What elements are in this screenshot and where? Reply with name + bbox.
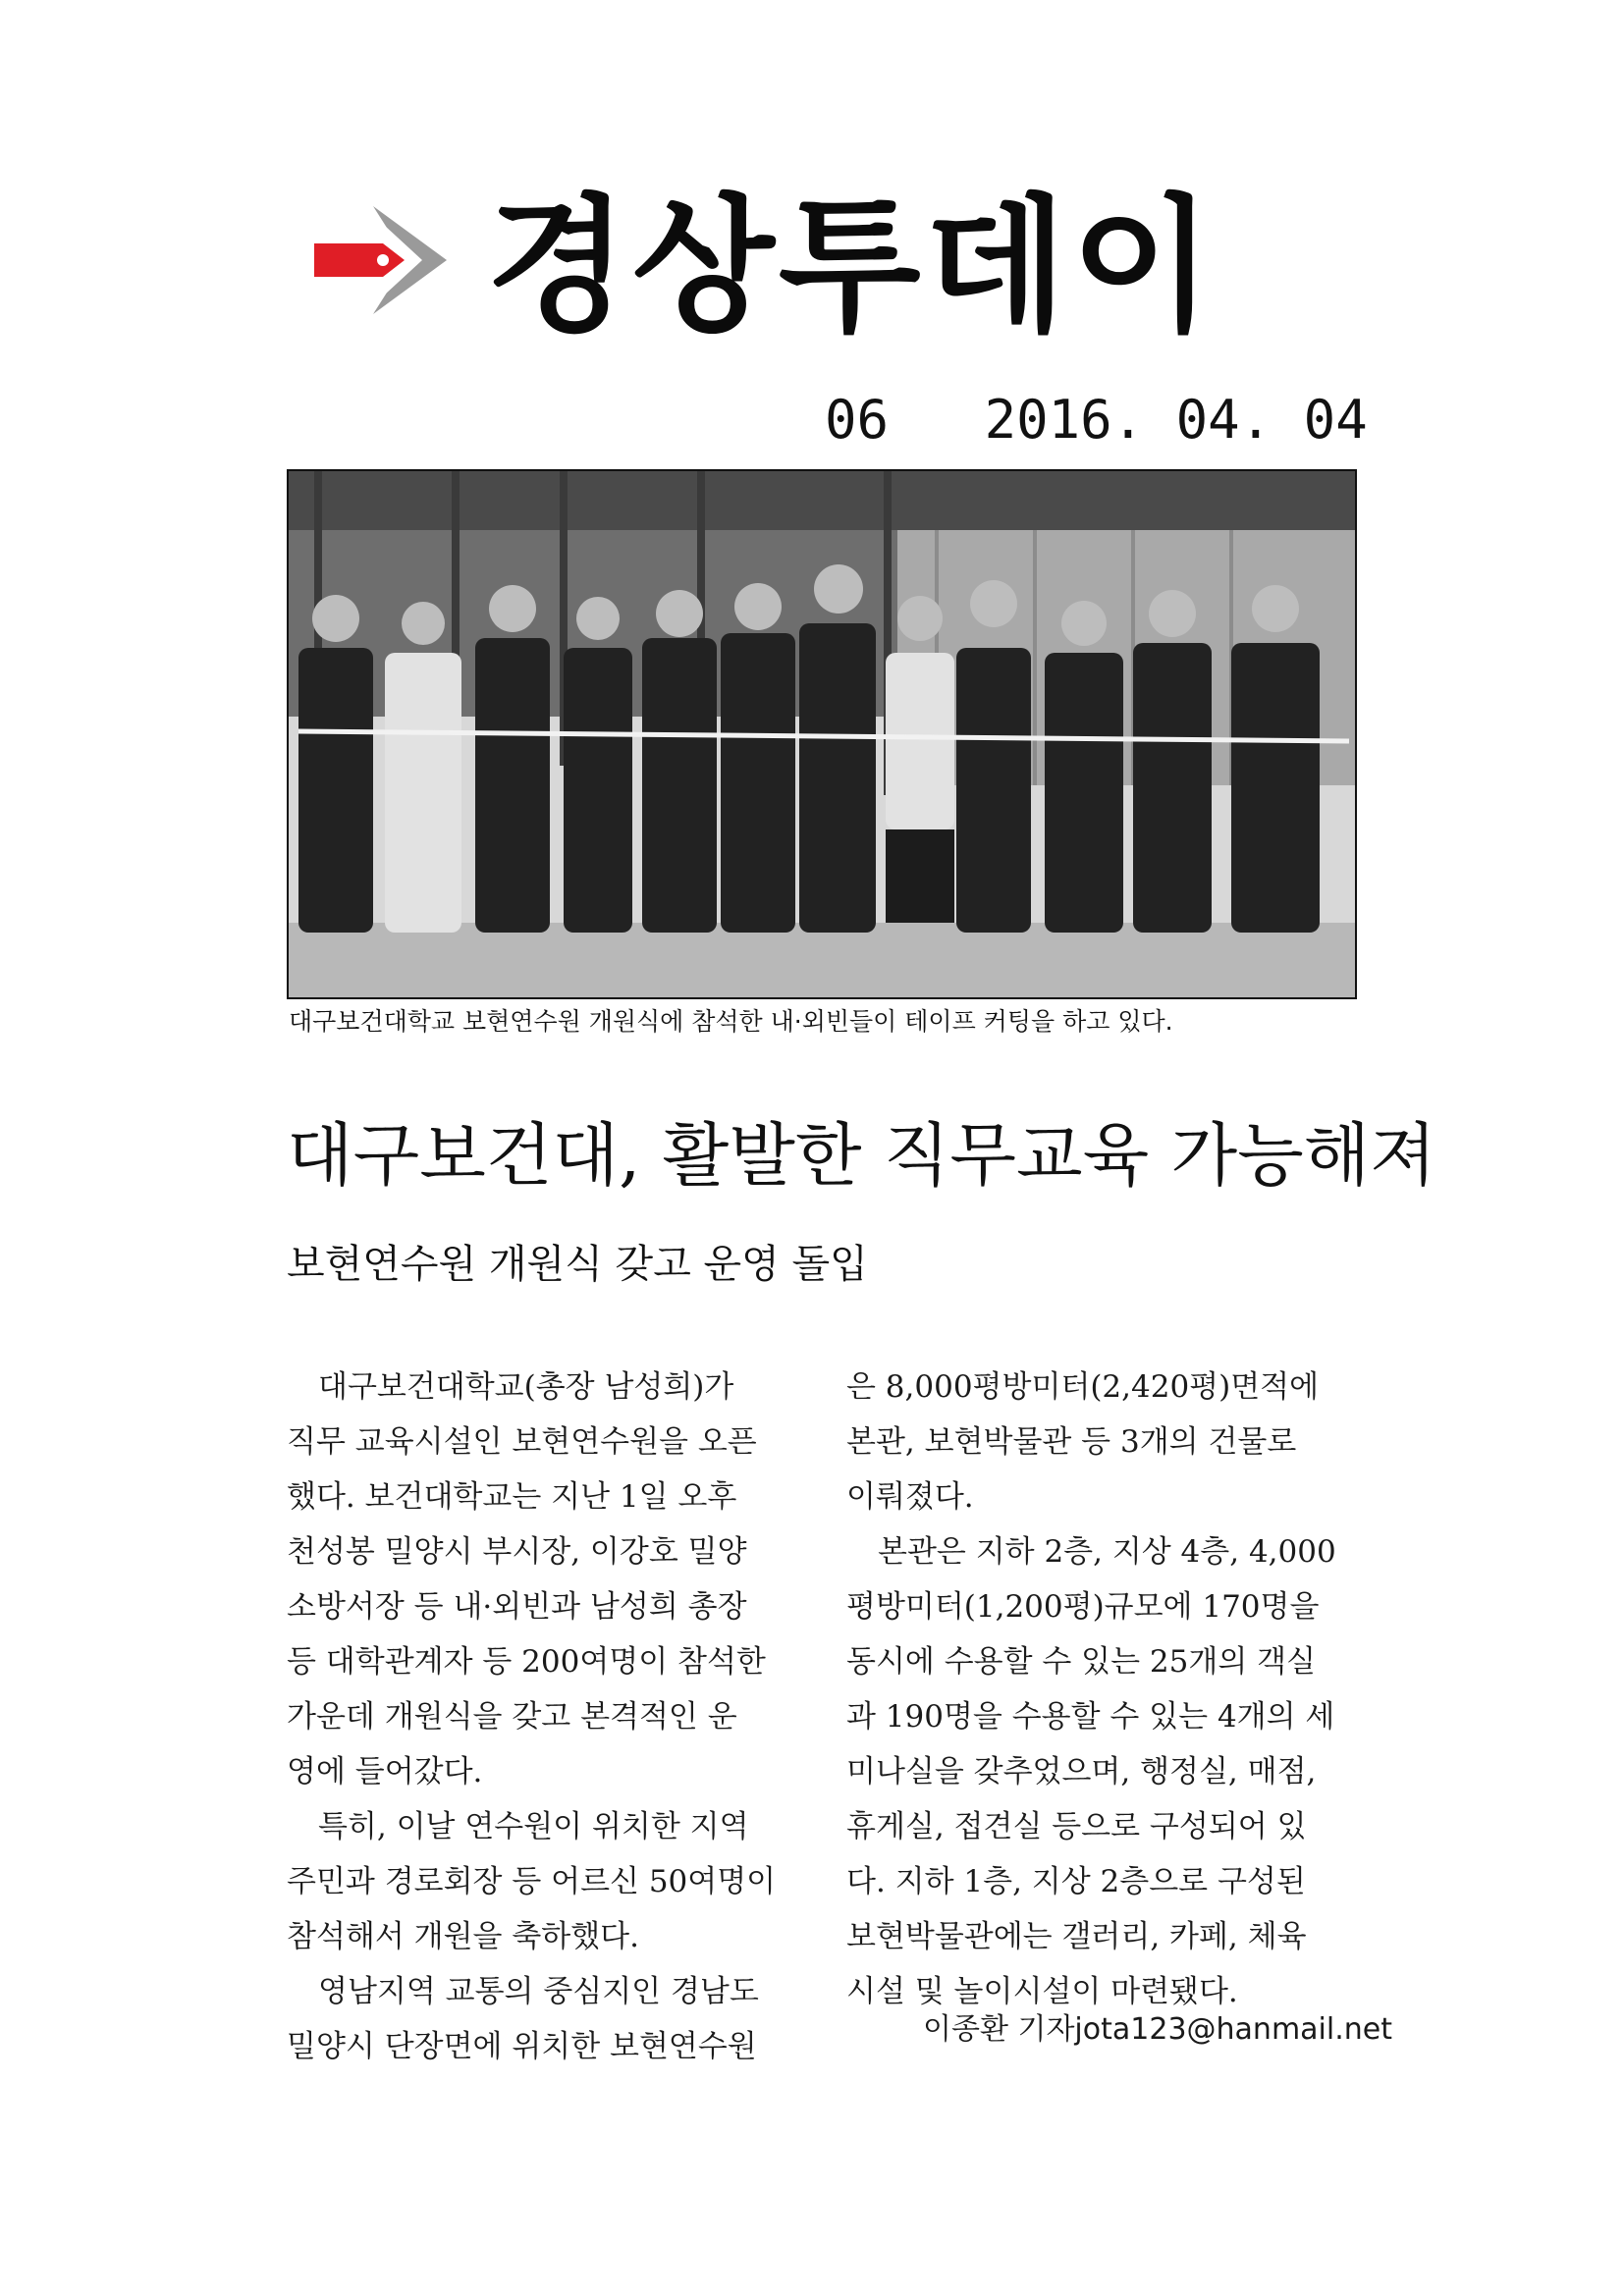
body-line: 대구보건대학교(총장 남성희)가: [318, 1369, 734, 1405]
body-line: 주민과 경로회장 등 어르신 50여명이: [287, 1864, 777, 1899]
reporter-byline: 이종환 기자jota123@hanmail.net: [923, 2012, 1392, 2047]
body-line: 천성봉 밀양시 부시장, 이강호 밀양: [287, 1534, 747, 1570]
body-line: 휴게실, 접견실 등으로 구성되어 있: [846, 1809, 1307, 1844]
body-line: 다. 지하 1층, 지상 2층으로 구성된: [846, 1864, 1306, 1899]
body-line: 했다. 보건대학교는 지난 1일 오후: [287, 1479, 737, 1515]
body-line: 소방서장 등 내·외빈과 남성희 총장: [287, 1589, 747, 1625]
body-line: 참석해서 개원을 축하했다.: [287, 1919, 639, 1954]
body-line: 미나실을 갖추었으며, 행정실, 매점,: [846, 1754, 1317, 1789]
ribbon-cutting-photo: [289, 471, 1357, 999]
article-subheadline: 보현연수원 개원식 갖고 운영 돌입: [287, 1242, 868, 1287]
body-line: 영에 들어갔다.: [287, 1754, 483, 1789]
body-line: 시설 및 놀이시설이 마련됐다.: [846, 1974, 1238, 2009]
newspaper-logo-icon: [314, 196, 452, 324]
page-number: 06: [825, 389, 890, 451]
article-photo: [287, 469, 1357, 999]
body-line: 등 대학관계자 등 200여명이 참석한: [287, 1644, 766, 1680]
article-body-left-column: [287, 1360, 797, 2074]
body-line: 보현박물관에는 갤러리, 카페, 체육: [846, 1919, 1307, 1954]
body-line: 은 8,000평방미터(2,420평)면적에: [846, 1369, 1320, 1405]
issue-date: 2016. 04. 04: [984, 389, 1368, 451]
body-line: 본관은 지하 2층, 지상 4층, 4,000: [878, 1534, 1336, 1570]
article-body-right-column: [846, 1360, 1357, 2019]
photo-caption: 대구보건대학교 보현연수원 개원식에 참석한 내·외빈들이 테이프 커팅을 하고 있다.: [289, 1007, 1173, 1036]
body-line: 이뤄졌다.: [846, 1479, 974, 1515]
body-line: 동시에 수용할 수 있는 25개의 객실: [846, 1644, 1317, 1680]
body-line: 평방미터(1,200평)규모에 170명을: [846, 1589, 1320, 1625]
body-line: 직무 교육시설인 보현연수원을 오픈: [287, 1424, 757, 1460]
masthead: [314, 177, 1335, 373]
article-headline: 대구보건대, 활발한 직무교육 가능해져: [287, 1115, 1436, 1196]
body-line: 특히, 이날 연수원이 위치한 지역: [318, 1809, 749, 1844]
body-line: 본관, 보현박물관 등 3개의 건물로: [846, 1424, 1297, 1460]
body-line: 과 190명을 수용할 수 있는 4개의 세: [846, 1699, 1335, 1735]
newspaper-name: 경상투데이: [486, 182, 1218, 352]
issue-info: [825, 389, 1368, 451]
body-line: 영남지역 교통의 중심지인 경남도: [318, 1974, 759, 2009]
body-line: 가운데 개원식을 갖고 본격적인 운: [287, 1699, 737, 1735]
body-line: 밀양시 단장면에 위치한 보현연수원: [287, 2029, 757, 2064]
